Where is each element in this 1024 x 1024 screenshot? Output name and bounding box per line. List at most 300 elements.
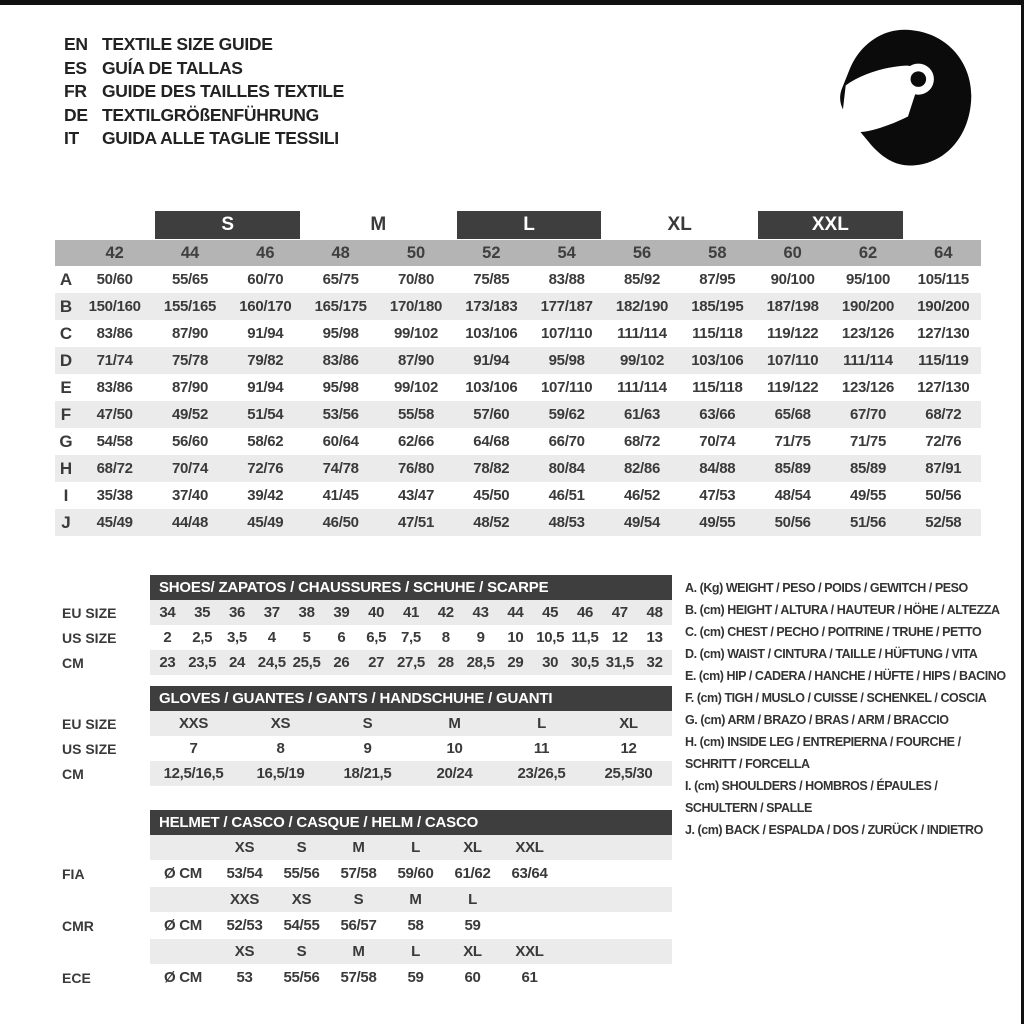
size-value-cell: 65/68 (774, 406, 811, 423)
size-value-cell: 54/58 (96, 433, 133, 450)
size-value-cell: 83/86 (96, 379, 133, 396)
row-letter: B (59, 296, 73, 316)
cell-value: 34 (159, 604, 176, 621)
size-value-cell: 95/98 (322, 325, 359, 342)
size-value-cell: 111/114 (843, 352, 893, 369)
size-value-cell: 49/54 (623, 514, 661, 531)
size-value-cell: 190/200 (917, 298, 970, 315)
size-value-cell: 95/98 (548, 352, 585, 369)
standard-label: CMR (62, 917, 94, 934)
measurement-row-j (55, 509, 981, 536)
cell-value: 30,5 (570, 654, 599, 671)
diameter-unit-label: Ø CM (164, 917, 202, 934)
language-title: GUÍA DE TALLAS (102, 57, 243, 78)
size-value-cell: 64/68 (473, 433, 510, 450)
size-value-cell: 107/110 (767, 352, 819, 369)
measurement-row-b (55, 293, 981, 320)
cell-value: 2 (163, 629, 172, 646)
size-value-cell: 99/102 (393, 325, 439, 342)
size-group-xxl: XXL (758, 211, 903, 239)
size-value-cell: 119/122 (767, 325, 819, 342)
size-value-cell: 87/90 (397, 352, 435, 369)
row-cells (150, 600, 672, 625)
size-value-cell: 50/56 (925, 487, 962, 504)
cell-value: 44 (507, 604, 524, 621)
size-value-cell: 51/56 (849, 514, 887, 531)
column-header-cell: 58 (708, 243, 727, 262)
size-value-cell: 177/187 (540, 298, 593, 315)
cell-value: XS (270, 715, 291, 732)
cell-value: 35 (194, 604, 211, 621)
size-value-cell: 75/85 (473, 271, 510, 288)
row-cells (150, 939, 672, 964)
size-value-cell: 44/48 (171, 514, 209, 531)
row-label (62, 887, 150, 912)
size-value-cell: 55/58 (397, 406, 435, 423)
size-value-cell: 70/80 (397, 271, 435, 288)
size-value-cell: 103/106 (465, 325, 518, 342)
size-value-cell: 57/60 (473, 406, 510, 423)
size-value-cell: 160/170 (239, 298, 292, 315)
helmet-table (62, 810, 674, 991)
size-value-cell: 80/84 (548, 460, 585, 477)
row-cells (150, 912, 672, 939)
size-value-cell: 35/38 (96, 487, 133, 504)
helmet-size-label: M (409, 891, 422, 908)
size-value-cell: 107/110 (541, 325, 593, 342)
size-value-cell: 111/114 (617, 325, 667, 342)
legend-line: B. (cm) HEIGHT / ALTURA / HAUTEUR / HÖHE / ALTEZZA (685, 603, 1000, 617)
row-letter: A (59, 269, 73, 289)
size-value-cell: 68/72 (925, 406, 962, 423)
size-value-cell: 190/200 (841, 298, 895, 315)
size-value-cell: 84/88 (699, 460, 736, 477)
helmet-size-row (62, 939, 674, 964)
cell-value: 36 (228, 604, 246, 621)
size-value-cell: 95/100 (845, 271, 891, 288)
size-value-cell: 127/130 (917, 379, 970, 396)
column-header-cell: 62 (858, 243, 878, 262)
cell-value: 9 (476, 629, 485, 646)
size-value-cell: 66/70 (548, 433, 585, 450)
size-value-cell: 85/92 (623, 271, 661, 288)
helmet-size-label: L (411, 839, 420, 856)
size-group-row (55, 210, 981, 240)
cell-value: 7 (189, 740, 198, 757)
cell-value: 11 (533, 740, 550, 757)
cell-value: 5 (302, 629, 311, 646)
column-header-cell: 46 (256, 243, 275, 262)
size-value-cell: 68/72 (96, 460, 133, 477)
size-value-cell: 119/122 (767, 379, 819, 396)
helmet-size-label: XXS (229, 891, 260, 908)
size-value-cell: 150/160 (88, 298, 141, 315)
helmet-size-row (62, 835, 674, 860)
size-value-cell: 52/58 (925, 514, 962, 531)
size-value-cell: 72/76 (247, 460, 284, 477)
top-border-line (0, 0, 1024, 5)
legend-line: E. (cm) HIP / CADERA / HANCHE / HÜFTE / HIPS / BACINO (685, 669, 1006, 683)
cell-value: 12 (620, 740, 637, 757)
size-value-cell: 48/53 (548, 514, 585, 531)
row-label: EU SIZE (62, 715, 117, 732)
legend-item (685, 687, 1019, 709)
language-title-block (64, 33, 344, 151)
column-header-cell: 42 (105, 243, 124, 262)
cell-value: 31,5 (605, 654, 634, 671)
size-value-cell: 103/106 (691, 352, 744, 369)
size-value-cell: 90/100 (770, 271, 815, 288)
helmet-table-title: HELMET / CASCO / CASQUE / HELM / CASCO (150, 810, 672, 835)
table-row (62, 711, 674, 736)
helmet-data-row-cmr (62, 912, 674, 939)
gloves-table (62, 686, 674, 786)
size-value-cell: 83/88 (548, 271, 585, 288)
size-value-cell: 78/82 (473, 460, 510, 477)
size-value-cell: 47/50 (96, 406, 133, 423)
cell-value: 4 (267, 629, 276, 646)
cell-value: 9 (363, 740, 372, 757)
size-value-cell: 62/66 (397, 433, 435, 450)
legend-line: D. (cm) WAIST / CINTURA / TAILLE / HÜFTUNG / VITA (685, 647, 978, 661)
language-row (64, 33, 344, 57)
size-value-cell: 185/195 (691, 298, 744, 315)
cell-value: 30 (542, 654, 559, 671)
size-value-cell: 51/54 (247, 406, 284, 423)
size-value-cell: 71/74 (96, 352, 133, 369)
size-value-cell: 60/64 (322, 433, 359, 450)
size-value-cell: 45/50 (473, 487, 510, 504)
cell-value: 58 (407, 917, 424, 934)
legend-line: SCHULTERN / SPALLE (685, 801, 812, 815)
legend-item (685, 709, 1019, 731)
helmet-size-label: S (353, 891, 364, 908)
size-value-cell: 41/45 (322, 487, 359, 504)
size-value-cell: 76/80 (397, 460, 435, 477)
cell-value: 39 (333, 604, 350, 621)
language-row (64, 57, 344, 81)
row-cells (150, 964, 672, 991)
helmet-size-label: XXL (515, 943, 544, 960)
size-value-cell: 45/49 (96, 514, 133, 531)
cell-value: 6 (337, 629, 346, 646)
size-value-cell: 165/175 (314, 298, 367, 315)
size-value-cell: 59/62 (548, 406, 585, 423)
cell-value: 25,5 (292, 654, 321, 671)
size-value-cell: 56/60 (171, 433, 209, 450)
standard-label: FIA (62, 865, 85, 882)
size-value-cell: 49/55 (849, 487, 887, 504)
cell-value: 41 (402, 604, 420, 621)
legend-line: H. (cm) INSIDE LEG / ENTREPIERNA / FOURCHE / (685, 735, 961, 749)
language-code: ES (64, 57, 87, 78)
cell-value: 23 (159, 654, 176, 671)
language-title: TEXTILE SIZE GUIDE (102, 34, 273, 54)
size-value-cell: 49/55 (699, 514, 736, 531)
legend-item (685, 731, 1019, 775)
cell-value: 27 (368, 654, 385, 671)
cell-value: 3,5 (227, 629, 247, 646)
helmet-size-row (62, 887, 674, 912)
helmet-size-label: XXL (515, 839, 544, 856)
column-header-cell: 50 (406, 243, 426, 262)
diameter-unit-label: Ø CM (164, 865, 202, 882)
cell-value: 57/58 (340, 969, 377, 986)
legend-item (685, 577, 1019, 599)
cell-value: 47 (611, 604, 628, 621)
row-letter: J (61, 512, 71, 532)
size-value-cell: 74/78 (322, 460, 359, 477)
row-label: CM (62, 765, 84, 782)
row-label: CM (62, 654, 84, 671)
size-value-cell: 91/94 (473, 352, 510, 369)
measurement-row-h (55, 455, 981, 482)
cell-value: 63/64 (511, 865, 548, 882)
full-face-racing-helmet-icon (826, 20, 992, 186)
helmet-size-label: L (411, 943, 420, 960)
size-value-cell: 43/47 (397, 487, 435, 504)
language-title: TEXTILGRÖßENFÜHRUNG (102, 104, 319, 125)
cell-value: 46 (576, 604, 594, 621)
gloves-table-title: GLOVES / GUANTES / GANTS / HANDSCHUHE / GUANTI (150, 686, 672, 711)
cell-value: 16,5/19 (256, 765, 305, 782)
size-value-cell: 46/52 (623, 487, 661, 504)
measurement-row-e (55, 374, 981, 401)
row-cells (150, 650, 672, 675)
size-value-cell: 170/180 (389, 298, 443, 315)
measurement-row-f (55, 401, 981, 428)
language-code: IT (64, 128, 79, 148)
row-label (62, 939, 150, 964)
size-value-cell: 107/110 (541, 379, 593, 396)
cell-value: 23/26,5 (517, 765, 566, 782)
cell-value: 40 (368, 604, 385, 621)
cell-value: 10 (446, 740, 463, 757)
cell-value: 52/53 (226, 917, 263, 934)
cell-value: 61 (521, 969, 538, 986)
size-value-cell: 72/76 (925, 433, 962, 450)
helmet-size-label: M (352, 839, 365, 856)
size-group-l: L (457, 211, 602, 239)
row-cells (150, 835, 672, 860)
column-header-cell: 48 (331, 243, 350, 262)
legend-item (685, 599, 1019, 621)
size-value-cell: 83/86 (96, 325, 133, 342)
legend-item (685, 819, 1019, 841)
size-value-cell: 60/70 (247, 271, 284, 288)
helmet-size-label: XS (234, 943, 255, 960)
size-value-cell: 123/126 (841, 325, 895, 342)
cell-value: 57/58 (340, 865, 377, 882)
size-value-cell: 182/190 (615, 298, 669, 315)
language-row (64, 104, 344, 128)
cell-value: 24 (228, 654, 246, 671)
shoes-table (62, 575, 674, 675)
column-header-cell: 54 (557, 243, 576, 262)
helmet-size-label: XL (463, 943, 482, 960)
size-value-cell: 50/60 (96, 271, 133, 288)
size-value-cell: 87/91 (925, 460, 962, 477)
size-value-cell: 37/40 (171, 487, 209, 504)
cell-value: 10,5 (536, 629, 565, 646)
size-value-cell: 75/78 (171, 352, 209, 369)
row-cells (150, 761, 672, 786)
column-header-cell: 64 (934, 243, 953, 262)
column-header-cell: 52 (482, 243, 501, 262)
cell-value: 18/21,5 (343, 765, 392, 782)
row-label: US SIZE (62, 740, 117, 757)
size-value-cell: 85/89 (774, 460, 811, 477)
cell-value: 53/54 (226, 865, 263, 882)
cell-value: 24,5 (257, 654, 286, 671)
size-value-cell: 99/102 (393, 379, 439, 396)
helmet-size-label: XS (234, 839, 255, 856)
size-value-cell: 46/50 (322, 514, 359, 531)
size-value-cell: 68/72 (623, 433, 661, 450)
row-cells (150, 887, 672, 912)
legend-item (685, 665, 1019, 687)
cell-value: 43 (472, 604, 489, 621)
column-header-row (55, 240, 981, 266)
legend-item (685, 775, 1019, 819)
language-title: GUIDA ALLE TAGLIE TESSILI (102, 128, 339, 148)
cell-value: 2,5 (192, 629, 213, 646)
legend-item (685, 643, 1019, 665)
size-value-cell: 45/49 (247, 514, 284, 531)
size-value-cell: 115/118 (692, 325, 743, 342)
cell-value: 59/60 (397, 865, 434, 882)
language-code: FR (64, 81, 87, 101)
size-value-cell: 71/75 (849, 433, 887, 450)
size-value-cell: 58/62 (247, 433, 284, 450)
row-cells (150, 736, 672, 761)
cell-value: 12,5/16,5 (163, 765, 224, 782)
cell-value: 48 (646, 604, 663, 621)
size-value-cell: 105/115 (917, 271, 969, 288)
cell-value: 8 (441, 629, 450, 646)
size-value-cell: 85/89 (849, 460, 887, 477)
size-value-cell: 155/165 (163, 298, 217, 315)
table-row (62, 761, 674, 786)
size-value-cell: 79/82 (247, 352, 284, 369)
table-row (62, 736, 674, 761)
size-value-cell: 63/66 (699, 406, 736, 423)
size-value-cell: 115/118 (692, 379, 743, 396)
helmet-data-row-fia (62, 860, 674, 887)
size-value-cell: 91/94 (247, 325, 284, 342)
size-value-cell: 70/74 (699, 433, 736, 450)
size-value-cell: 87/90 (171, 379, 209, 396)
helmet-size-label: L (468, 891, 477, 908)
row-letter: D (59, 350, 73, 370)
cell-value: M (448, 715, 461, 732)
measurement-row-g (55, 428, 981, 455)
measurement-row-a (55, 266, 981, 293)
legend-line: A. (Kg) WEIGHT / PESO / POIDS / GEWITCH / PESO (685, 581, 968, 595)
cell-value: 38 (298, 604, 315, 621)
row-letter: I (63, 485, 69, 505)
column-header-cell: 60 (783, 243, 802, 262)
size-value-cell: 67/70 (849, 406, 887, 423)
table-row (62, 650, 674, 675)
size-value-cell: 47/51 (397, 514, 435, 531)
cell-value: 28,5 (466, 654, 495, 671)
size-value-cell: 46/51 (548, 487, 585, 504)
row-label (62, 835, 150, 860)
cell-value: 53 (236, 969, 253, 986)
size-value-cell: 95/98 (322, 379, 359, 396)
size-value-cell: 70/74 (171, 460, 209, 477)
size-value-cell: 55/65 (171, 271, 209, 288)
diameter-unit-label: Ø CM (164, 969, 202, 986)
size-value-cell: 48/54 (774, 487, 811, 504)
cell-value: XL (619, 715, 638, 732)
cell-value: 59 (407, 969, 424, 986)
cell-value: 56/57 (340, 917, 377, 934)
cell-value: 28 (437, 654, 454, 671)
size-value-cell: 71/75 (774, 433, 811, 450)
helmet-size-label: S (296, 943, 307, 960)
size-group-xl: XL (667, 214, 692, 235)
cell-value: 29 (507, 654, 524, 671)
row-cells (150, 860, 672, 887)
cell-value: 7,5 (401, 629, 421, 646)
legend-line: C. (cm) CHEST / PECHO / POITRINE / TRUHE / PETTO (685, 625, 982, 639)
size-group-s: S (155, 211, 300, 239)
legend-line: F. (cm) TIGH / MUSLO / CUISSE / SCHENKEL / COSCIA (685, 691, 987, 705)
language-title: GUIDE DES TAILLES TEXTILE (102, 81, 345, 101)
size-value-cell: 83/86 (322, 352, 359, 369)
cell-value: XXS (178, 715, 209, 732)
table-row (62, 600, 674, 625)
helmet-data-row-ece (62, 964, 674, 991)
measurement-row-c (55, 320, 981, 347)
size-value-cell: 82/86 (623, 460, 661, 477)
helmet-size-label: S (296, 839, 307, 856)
column-header-cell: 44 (180, 243, 200, 262)
cell-value: 25,5/30 (604, 765, 653, 782)
row-letter: G (59, 431, 73, 451)
size-value-cell: 91/94 (247, 379, 284, 396)
language-row (64, 80, 344, 104)
measurement-row-d (55, 347, 981, 374)
cell-value: 59 (464, 917, 481, 934)
cell-value: 42 (437, 604, 454, 621)
size-value-cell: 111/114 (617, 379, 667, 396)
cell-value: S (362, 715, 373, 732)
row-label: US SIZE (62, 629, 117, 646)
standard-label: ECE (62, 969, 91, 986)
legend-line: G. (cm) ARM / BRAZO / BRAS / ARM / BRACCIO (685, 713, 949, 727)
legend-item (685, 621, 1019, 643)
cell-value: L (537, 715, 546, 732)
cell-value: 20/24 (436, 765, 473, 782)
language-code: EN (64, 34, 88, 54)
column-header-cell: 56 (632, 243, 652, 262)
size-value-cell: 115/119 (918, 352, 969, 369)
measurement-legend (685, 577, 1019, 841)
size-value-cell: 48/52 (473, 514, 510, 531)
size-value-cell: 87/90 (171, 325, 209, 342)
row-letter: F (60, 404, 72, 424)
row-letter: H (59, 458, 73, 478)
cell-value: 6,5 (366, 629, 387, 646)
size-value-cell: 99/102 (619, 352, 665, 369)
legend-line: SCHRITT / FORCELLA (685, 757, 810, 771)
legend-line: I. (cm) SHOULDERS / HOMBROS / ÉPAULES / (685, 779, 938, 793)
size-value-cell: 49/52 (171, 406, 209, 423)
language-row (64, 127, 344, 151)
